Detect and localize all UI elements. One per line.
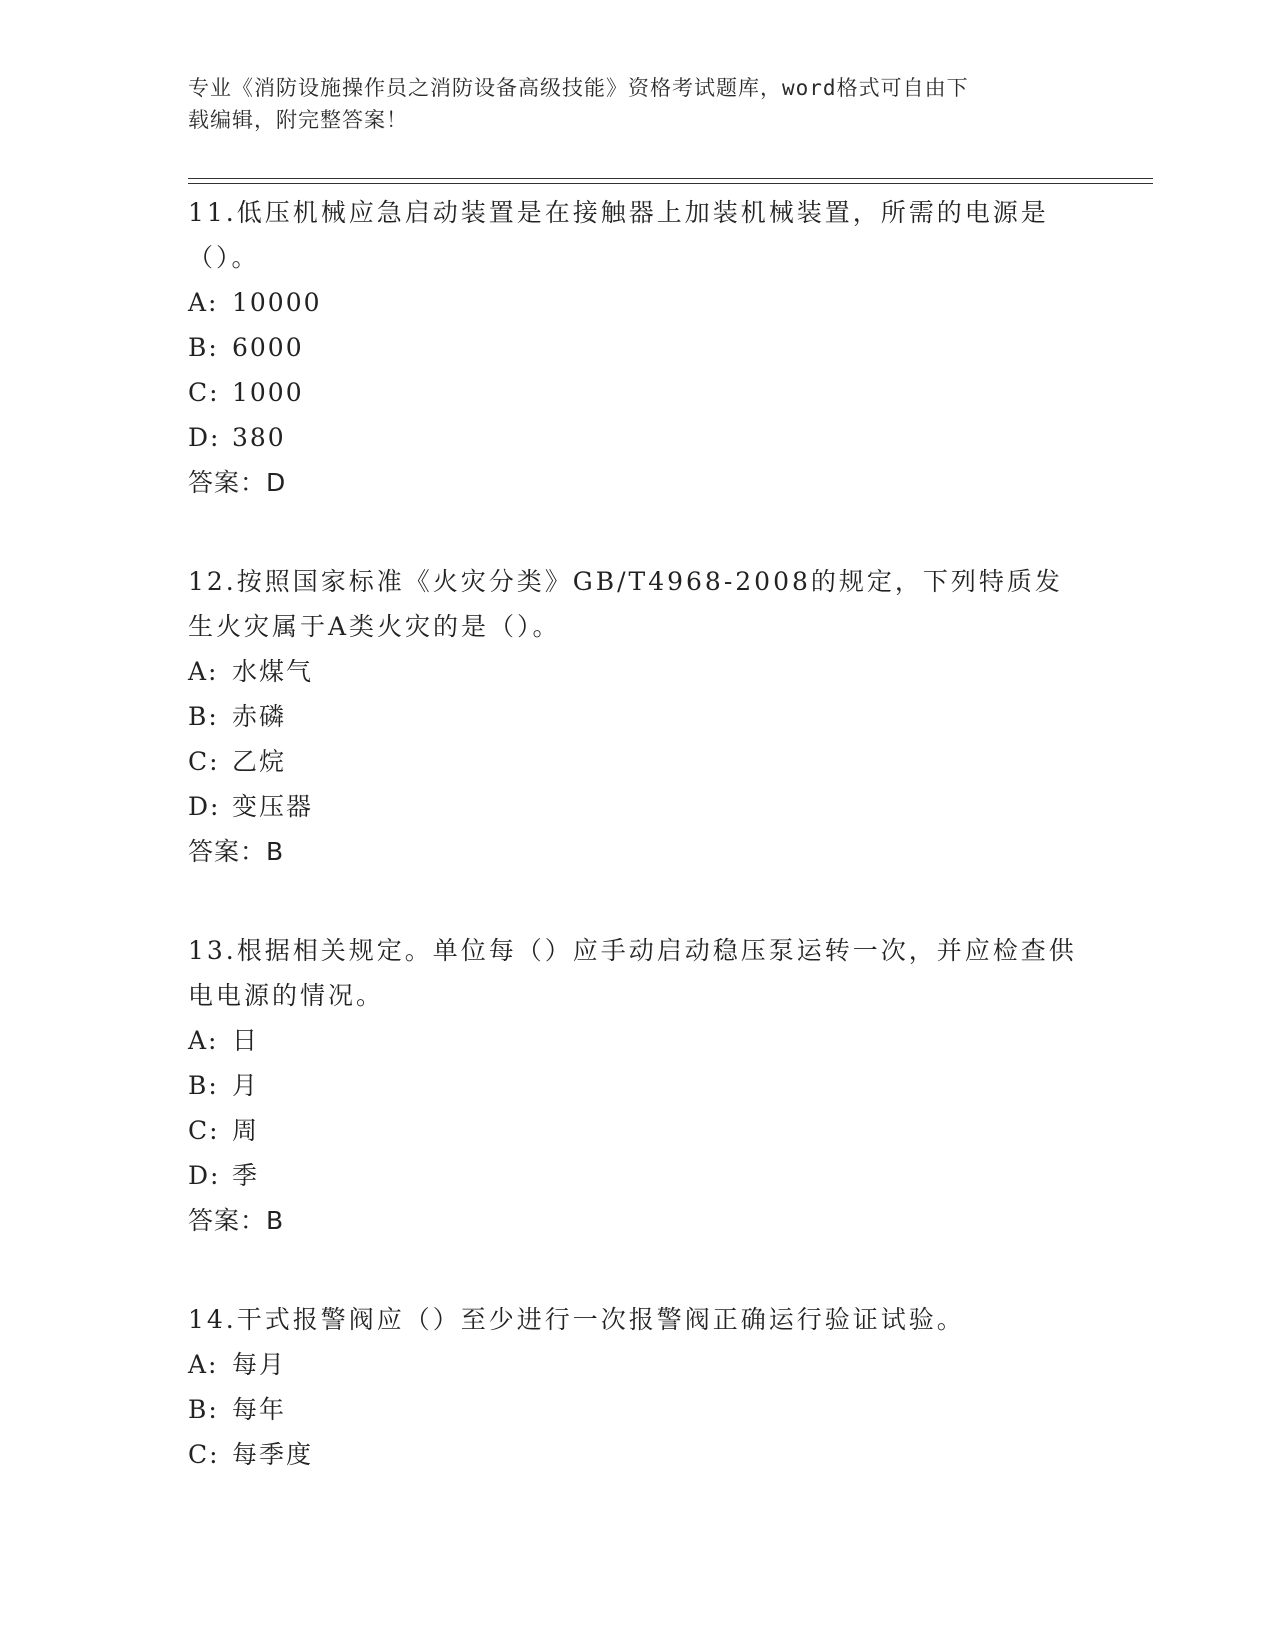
question-list <box>188 190 1088 1531</box>
option-value: 月 <box>232 1071 260 1100</box>
option-value: 水煤气 <box>232 657 314 686</box>
option-b <box>188 325 1088 370</box>
answer-line: 答案：D <box>188 468 287 497</box>
option-d <box>188 415 1088 460</box>
option-key: D: <box>188 792 221 821</box>
option-c <box>188 370 1088 415</box>
document-header <box>188 72 1068 136</box>
option-b <box>188 694 1088 739</box>
option-value: 乙烷 <box>232 747 287 776</box>
option-key: A: <box>188 1026 219 1055</box>
answer-line: 答案：B <box>188 837 285 866</box>
option-d <box>188 1153 1088 1198</box>
option-value: 每月 <box>232 1350 287 1379</box>
question-text: 13.根据相关规定。单位每（）应手动启动稳压泵运转一次，并应检查供电电源的情况。 <box>188 936 1077 1010</box>
option-d <box>188 784 1088 829</box>
option-key: C: <box>188 747 220 776</box>
option-value: 变压器 <box>232 792 314 821</box>
question-14 <box>188 1297 1088 1477</box>
question-12 <box>188 559 1088 874</box>
option-key: B: <box>188 333 219 362</box>
answer-line: 答案：B <box>188 1206 285 1235</box>
option-c <box>188 1432 1088 1477</box>
option-value: 每年 <box>232 1395 287 1424</box>
option-a <box>188 280 1088 325</box>
option-a <box>188 1018 1088 1063</box>
option-value: 周 <box>232 1116 260 1145</box>
question-13 <box>188 928 1088 1243</box>
option-key: C: <box>188 1116 220 1145</box>
header-line-1: 专业《消防设施操作员之消防设备高级技能》资格考试题库，word格式可自由下 <box>188 76 969 100</box>
option-c <box>188 739 1088 784</box>
option-value: 每季度 <box>232 1440 314 1469</box>
option-value: 1000 <box>232 378 304 407</box>
option-value: 日 <box>232 1026 260 1055</box>
option-key: B: <box>188 1395 219 1424</box>
option-a <box>188 1342 1088 1387</box>
header-divider-bottom <box>188 183 1153 184</box>
header-divider-top <box>188 178 1153 179</box>
option-key: A: <box>188 657 219 686</box>
option-c <box>188 1108 1088 1153</box>
question-text: 11.低压机械应急启动装置是在接触器上加装机械装置，所需的电源是（）。 <box>188 198 1049 272</box>
option-key: C: <box>188 1440 220 1469</box>
option-key: A: <box>188 1350 219 1379</box>
option-key: A: <box>188 288 219 317</box>
header-line-2: 载编辑，附完整答案！ <box>188 108 408 132</box>
option-key: D: <box>188 423 221 452</box>
option-key: D: <box>188 1161 221 1190</box>
question-text: 14.干式报警阀应（）至少进行一次报警阀正确运行验证试验。 <box>188 1305 965 1334</box>
question-text: 12.按照国家标准《火灾分类》GB/T4968-2008的规定，下列特质发生火灾属于A类火灾的是（）。 <box>188 567 1063 641</box>
option-value: 380 <box>232 423 286 452</box>
option-a <box>188 649 1088 694</box>
option-key: B: <box>188 1071 219 1100</box>
option-key: C: <box>188 378 220 407</box>
option-value: 季 <box>232 1161 260 1190</box>
option-key: B: <box>188 702 219 731</box>
option-value: 6000 <box>232 333 304 362</box>
option-b <box>188 1387 1088 1432</box>
option-b <box>188 1063 1088 1108</box>
option-value: 赤磷 <box>232 702 287 731</box>
option-value: 10000 <box>232 288 322 317</box>
question-11 <box>188 190 1088 505</box>
